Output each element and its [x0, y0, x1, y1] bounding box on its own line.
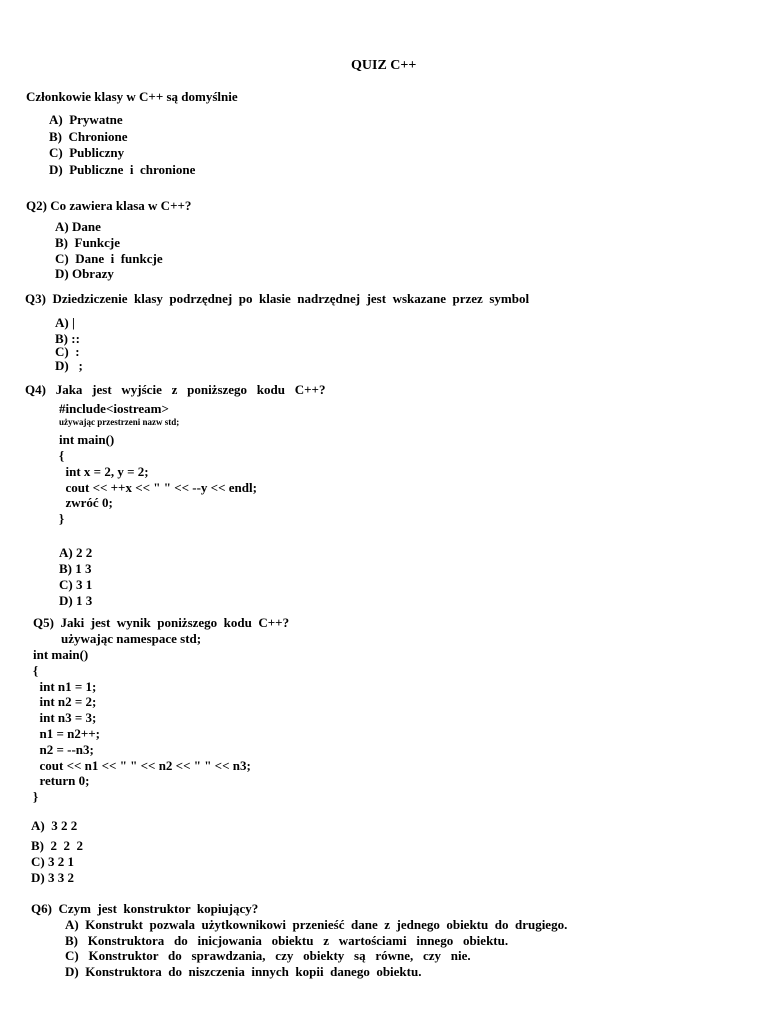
question-1-text: Członkowie klasy w C++ są domyślnie: [26, 89, 238, 104]
question-2-option-b: B) Funkcje: [55, 235, 120, 250]
question-2-text: Q2) Co zawiera klasa w C++?: [26, 198, 192, 213]
question-5-code-line: int n1 = 1;: [33, 679, 97, 694]
question-2-option-d: D) Obrazy: [55, 266, 114, 281]
question-3-option-a: A) |: [55, 315, 75, 330]
question-5-code-line: int main(): [33, 647, 89, 662]
question-4-code-line: }: [59, 511, 65, 526]
question-1-option-b: B) Chronione: [49, 129, 128, 144]
question-5-option-a: A) 3 2 2: [31, 818, 78, 833]
question-5-code-line: int n2 = 2;: [33, 694, 97, 709]
question-5-code-line: {: [33, 663, 39, 678]
question-5-option-b: B) 2 2 2: [31, 838, 83, 853]
question-6-option-b: B) Konstruktora do inicjowania obiektu z wartościami innego obiektu.: [65, 933, 509, 948]
question-5-code-line: n2 = --n3;: [33, 742, 94, 757]
question-4-option-c: C) 3 1: [59, 577, 93, 592]
question-5-option-d: D) 3 3 2: [31, 870, 74, 885]
question-6-text: Q6) Czym jest konstruktor kopiujący?: [31, 901, 259, 916]
question-4-code-line: int main(): [59, 432, 115, 447]
question-5-text: Q5) Jaki jest wynik poniższego kodu C++?: [33, 615, 290, 630]
question-4-option-d: D) 1 3: [59, 593, 93, 608]
question-3-option-b: B) ::: [55, 331, 80, 346]
question-1-option-d: D) Publiczne i chronione: [49, 162, 196, 177]
question-5-code-line: n1 = n2++;: [33, 726, 101, 741]
question-5-code-line: return 0;: [33, 773, 90, 788]
question-4-code-line: zwróć 0;: [59, 495, 113, 510]
question-2-option-c: C) Dane i funkcje: [55, 251, 163, 266]
question-6-option-d: D) Konstruktora do niszczenia innych kopii danego obiektu.: [65, 964, 422, 979]
question-3-text: Q3) Dziedziczenie klasy podrzędnej po klasie nadrzędnej jest wskazane przez symbol: [25, 291, 530, 306]
question-6-option-c: C) Konstruktor do sprawdzania, czy obiekty są równe, czy nie.: [65, 948, 471, 963]
question-2-option-a: A) Dane: [55, 219, 101, 234]
question-3-option-c: C) :: [55, 344, 80, 359]
question-5-code-line: int n3 = 3;: [33, 710, 97, 725]
question-5-code-line: używając namespace std;: [61, 631, 202, 646]
question-1-option-a: A) Prywatne: [49, 112, 123, 127]
question-1-option-c: C) Publiczny: [49, 145, 125, 160]
question-4-code-line: int x = 2, y = 2;: [59, 464, 149, 479]
question-5-code-line: }: [33, 789, 39, 804]
question-5-option-c: C) 3 2 1: [31, 854, 74, 869]
page-title: QUIZ C++: [351, 58, 417, 73]
question-4-code-line: #include<iostream>: [59, 401, 169, 416]
question-4-code-line: {: [59, 448, 65, 463]
question-6-option-a: A) Konstrukt pozwala użytkownikowi przenieść dane z jednego obiektu do drugiego.: [65, 917, 568, 932]
question-4-code-line: używając przestrzeni nazw std;: [59, 417, 180, 427]
question-4-option-b: B) 1 3: [59, 561, 92, 576]
question-4-option-a: A) 2 2: [59, 545, 93, 560]
question-5-code-line: cout << n1 << " " << n2 << " " << n3;: [33, 758, 251, 773]
question-4-code-line: cout << ++x << " " << --y << endl;: [59, 480, 257, 495]
question-4-text: Q4) Jaka jest wyjście z poniższego kodu C++?: [25, 382, 326, 397]
question-3-option-d: D) ;: [55, 358, 83, 373]
